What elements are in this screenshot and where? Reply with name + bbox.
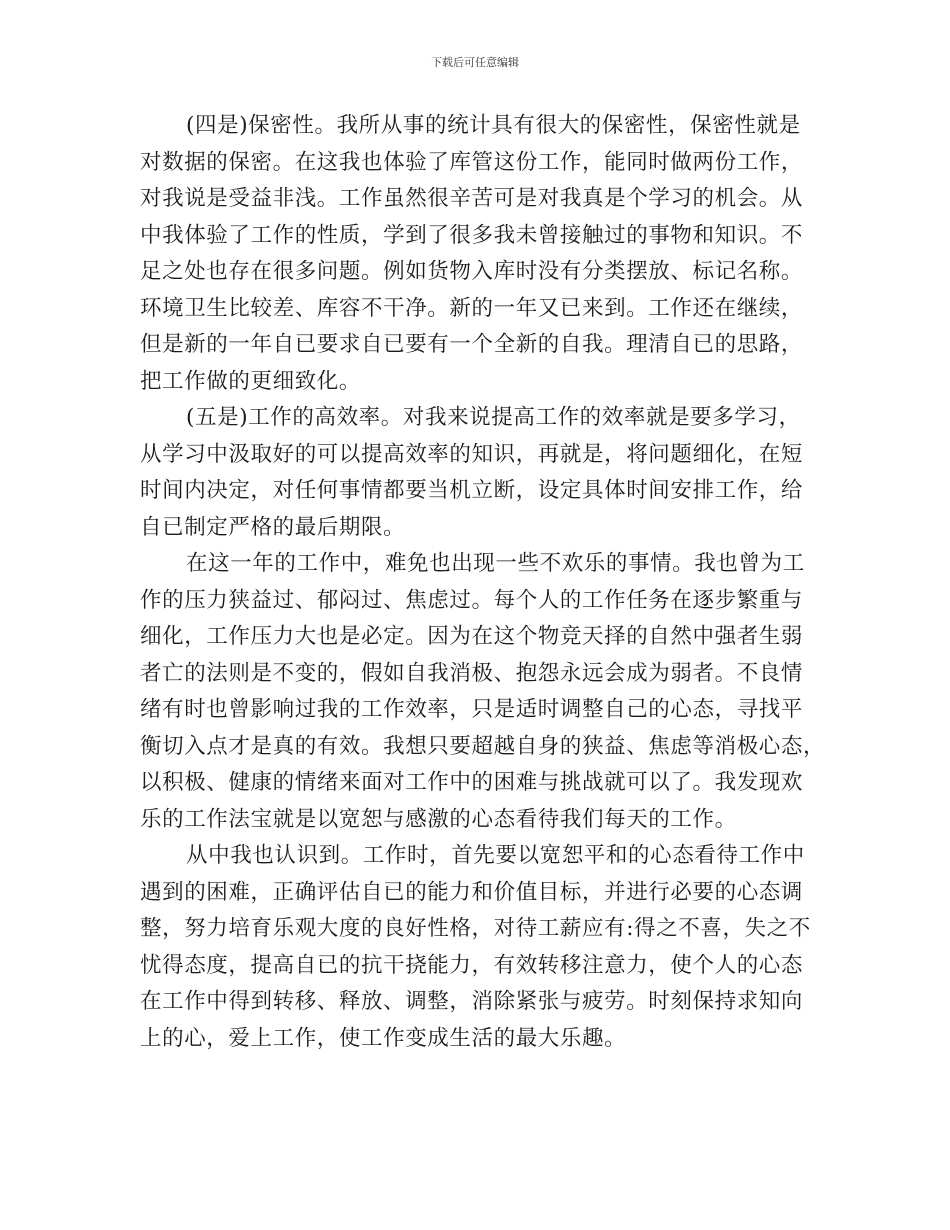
text-line: 者亡的法则是不变的，假如自我消极、抱怨永远会成为弱者。不良情 xyxy=(140,660,804,686)
text-line: 忧得态度，提高自已的抗干挠能力，有效转移注意力，使个人的心态 xyxy=(140,952,804,978)
text-line: 作的压力狭益过、郁闷过、焦虑过。每个人的工作任务在逐步繁重与 xyxy=(140,587,804,613)
text-line: 整，努力培育乐观大度的良好性格，对待工薪应有:得之不喜，失之不 xyxy=(140,916,811,941)
text-line: 对数据的保密。在这我也体验了库管这份工作，能同时做两份工作， xyxy=(140,149,804,175)
text-line: 上的心，爱上工作，使工作变成生活的最大乐趣。 xyxy=(140,1025,627,1051)
text-line: (五是)工作的高效率。对我来说提高工作的效率就是要多学习， xyxy=(186,405,801,430)
page-header: 下载后可任意编辑 xyxy=(431,56,519,69)
text-line: 绪有时也曾影响过我的工作效率，只是适时调整自己的心态，寻找平 xyxy=(140,697,804,722)
text-line: 自已制定严格的最后期限。 xyxy=(140,514,406,540)
text-line: 在这一年的工作中，难免也出现一些不欢乐的事情。我也曾为工 xyxy=(186,551,805,576)
paragraph-3 xyxy=(140,546,826,838)
text-line: 时间内决定，对任何事情都要当机立断，设定具体时间安排工作，给 xyxy=(140,478,804,503)
text-line: 遇到的困难，正确评估自已的能力和价值目标，并进行必要的心态调 xyxy=(140,879,804,905)
text-line: 乐的工作法宝就是以宽恕与感激的心态看待我们每天的工作。 xyxy=(140,806,737,832)
text-line: 从学习中汲取好的可以提高效率的知识，再就是，将问题细化，在短 xyxy=(140,441,804,467)
text-line: 把工作做的更细致化。 xyxy=(140,368,362,394)
text-line: 中我体验了工作的性质，学到了很多我未曾接触过的事物和知识。不 xyxy=(140,222,804,248)
paragraph-4 xyxy=(140,838,810,1057)
text-line: 在工作中得到转移、释放、调整，消除紧张与疲劳。时刻保持求知向 xyxy=(140,989,804,1014)
text-line: 但是新的一年自已要求自已要有一个全新的自我。理清自已的思路， xyxy=(140,332,804,357)
text-line: 细化，工作压力大也是必定。因为在这个物竞天择的自然中强者生弱 xyxy=(140,624,804,649)
text-line: 足之处也存在很多问题。例如货物入库时没有分类摆放、标记名称。 xyxy=(140,259,804,284)
document-body xyxy=(140,108,826,1057)
paragraph-1 xyxy=(140,108,810,400)
text-line: 从中我也认识到。工作时，首先要以宽恕平和的心态看待工作中 xyxy=(186,843,805,868)
paragraph-2 xyxy=(140,400,810,546)
text-line: 对我说是受益非浅。工作虽然很辛苦可是对我真是个学习的机会。从 xyxy=(140,186,804,211)
text-line: 环境卫生比较差、库容不干净。新的一年又已来到。工作还在继续， xyxy=(140,295,804,321)
text-line: (四是)保密性。我所从事的统计具有很大的保密性，保密性就是 xyxy=(186,113,801,138)
text-line: 衡切入点才是真的有效。我想只要超越自身的狭益、焦虑等消极心态， xyxy=(140,733,826,759)
text-line: 以积极、健康的情绪来面对工作中的困难与挑战就可以了。我发现欢 xyxy=(140,770,804,795)
